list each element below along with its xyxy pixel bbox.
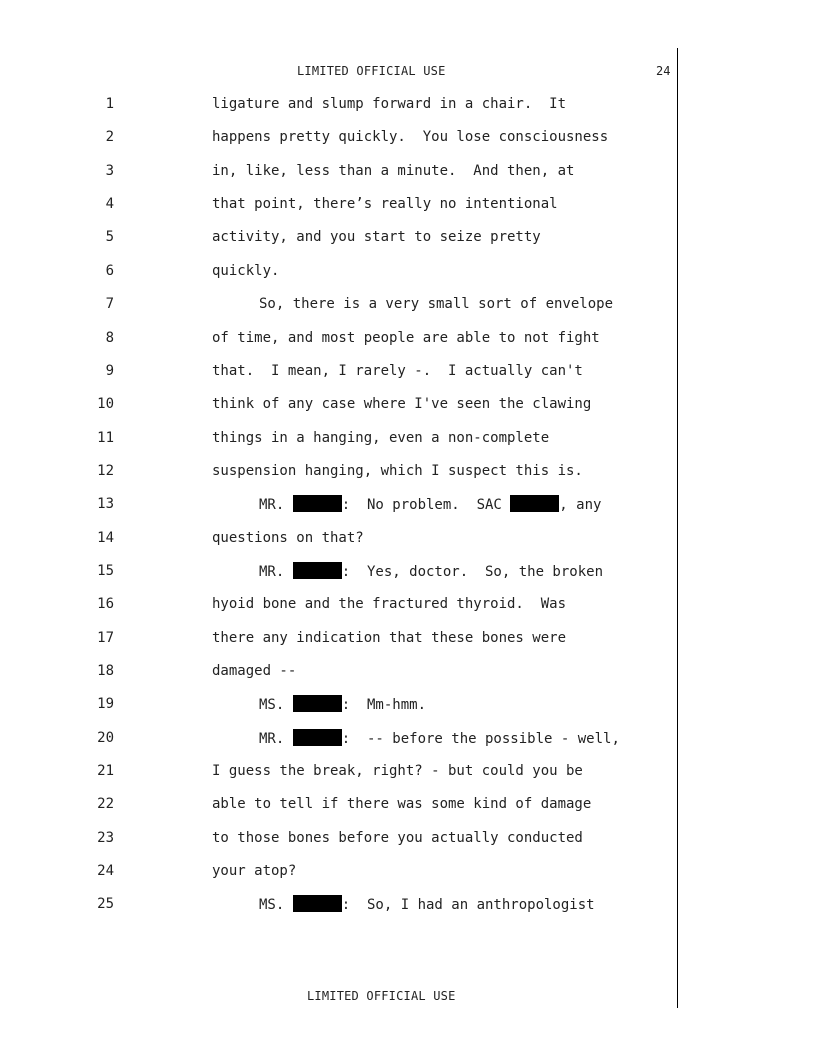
line-number: 17 — [97, 629, 114, 646]
line-text: suspension hanging, which I suspect this is. — [212, 462, 583, 479]
line-number: 7 — [105, 296, 114, 313]
line-number: 3 — [105, 162, 114, 179]
line-number: 1 — [105, 96, 114, 112]
line-number: 20 — [97, 729, 114, 746]
line-text — [259, 562, 719, 581]
transcript-line — [0, 862, 816, 884]
line-number: 18 — [97, 663, 114, 679]
transcript-line — [0, 662, 816, 684]
transcript-line — [0, 262, 816, 284]
speech-text: , any — [559, 497, 602, 514]
line-text: ligature and slump forward in a chair. It — [212, 96, 567, 112]
transcript-line — [0, 362, 816, 384]
speaker-label: MS. — [259, 697, 293, 714]
line-number: 24 — [97, 863, 114, 880]
line-number: 9 — [105, 362, 114, 379]
line-number: 2 — [105, 129, 114, 146]
line-text: that point, there’s really no intentional — [212, 196, 558, 213]
line-text: hyoid bone and the fractured thyroid. Was — [212, 596, 567, 613]
line-number: 14 — [97, 529, 114, 546]
line-text — [259, 695, 719, 714]
line-text: damaged -- — [212, 663, 297, 679]
line-text — [259, 895, 719, 914]
speech-text: : No problem. SAC — [341, 497, 511, 514]
speech-text: : Mm-hmm. — [341, 697, 427, 714]
speaker-label: MS. — [259, 897, 293, 914]
line-number: 6 — [105, 262, 114, 279]
line-text: questions on that? — [212, 529, 364, 546]
transcript-line — [0, 162, 816, 184]
line-text: think of any case where I've seen the clawing — [212, 396, 592, 413]
transcript-line — [0, 529, 816, 551]
transcript-line — [0, 829, 816, 851]
transcript-line — [0, 595, 816, 617]
line-text: in, like, less than a minute. And then, at — [212, 162, 575, 179]
line-text: I guess the break, right? - but could you be — [212, 763, 583, 779]
line-text: able to tell if there was some kind of damage — [212, 796, 592, 813]
speech-text: : -- before the possible - well, — [341, 730, 620, 747]
transcript-line — [0, 695, 816, 717]
transcript-line — [0, 128, 816, 150]
line-number: 5 — [105, 229, 114, 246]
redaction-bar — [293, 495, 342, 512]
line-text: that. I mean, I rarely -. I actually can't — [212, 362, 583, 379]
line-number: 21 — [97, 763, 114, 779]
line-text: happens pretty quickly. You lose consciousness — [212, 129, 609, 146]
speaker-label: MR. — [259, 497, 293, 514]
page-number: 24 — [656, 64, 671, 78]
line-number: 11 — [97, 429, 114, 446]
speech-text: : Yes, doctor. So, the broken — [341, 563, 604, 580]
line-text — [259, 495, 719, 514]
speech-text: : So, I had an anthropologist — [341, 897, 595, 914]
transcript-line — [0, 562, 816, 584]
page-header: LIMITED OFFICIAL USE — [297, 64, 446, 78]
line-number: 8 — [105, 329, 114, 346]
line-number: 22 — [97, 796, 114, 813]
transcript-line — [0, 295, 816, 317]
transcript-line — [0, 95, 816, 117]
line-number: 15 — [97, 562, 114, 579]
speaker-label: MR. — [259, 730, 293, 747]
transcript-line — [0, 762, 816, 784]
transcript-line — [0, 329, 816, 351]
line-text: So, there is a very small sort of envelope — [259, 296, 614, 313]
transcript-line — [0, 895, 816, 917]
line-number: 19 — [97, 696, 114, 713]
line-text — [259, 729, 719, 748]
line-number: 4 — [105, 196, 114, 213]
transcript-line — [0, 395, 816, 417]
page-footer: LIMITED OFFICIAL USE — [307, 989, 456, 1003]
redaction-bar — [510, 495, 559, 512]
line-text: activity, and you start to seize pretty — [212, 229, 541, 246]
line-text: of time, and most people are able to not fight — [212, 329, 600, 346]
line-number: 12 — [97, 462, 114, 479]
line-number: 25 — [97, 896, 114, 913]
redaction-bar — [293, 562, 342, 579]
transcript-line — [0, 629, 816, 651]
redaction-bar — [293, 895, 342, 912]
line-text: your atop? — [212, 863, 297, 880]
line-text: there any indication that these bones were — [212, 629, 567, 646]
transcript-line — [0, 195, 816, 217]
transcript-line — [0, 795, 816, 817]
transcript-line — [0, 729, 816, 751]
speaker-label: MR. — [259, 563, 293, 580]
line-number: 23 — [97, 829, 114, 846]
line-number: 10 — [97, 396, 114, 413]
transcript-line — [0, 429, 816, 451]
line-text: to those bones before you actually conducted — [212, 829, 583, 846]
transcript-line — [0, 495, 816, 517]
line-text: quickly. — [212, 262, 280, 279]
line-number: 16 — [97, 596, 114, 613]
redaction-bar — [293, 695, 342, 712]
line-text: things in a hanging, even a non-complete — [212, 429, 550, 446]
redaction-bar — [293, 729, 342, 746]
transcript-line — [0, 462, 816, 484]
transcript-line — [0, 228, 816, 250]
line-number: 13 — [97, 496, 114, 513]
